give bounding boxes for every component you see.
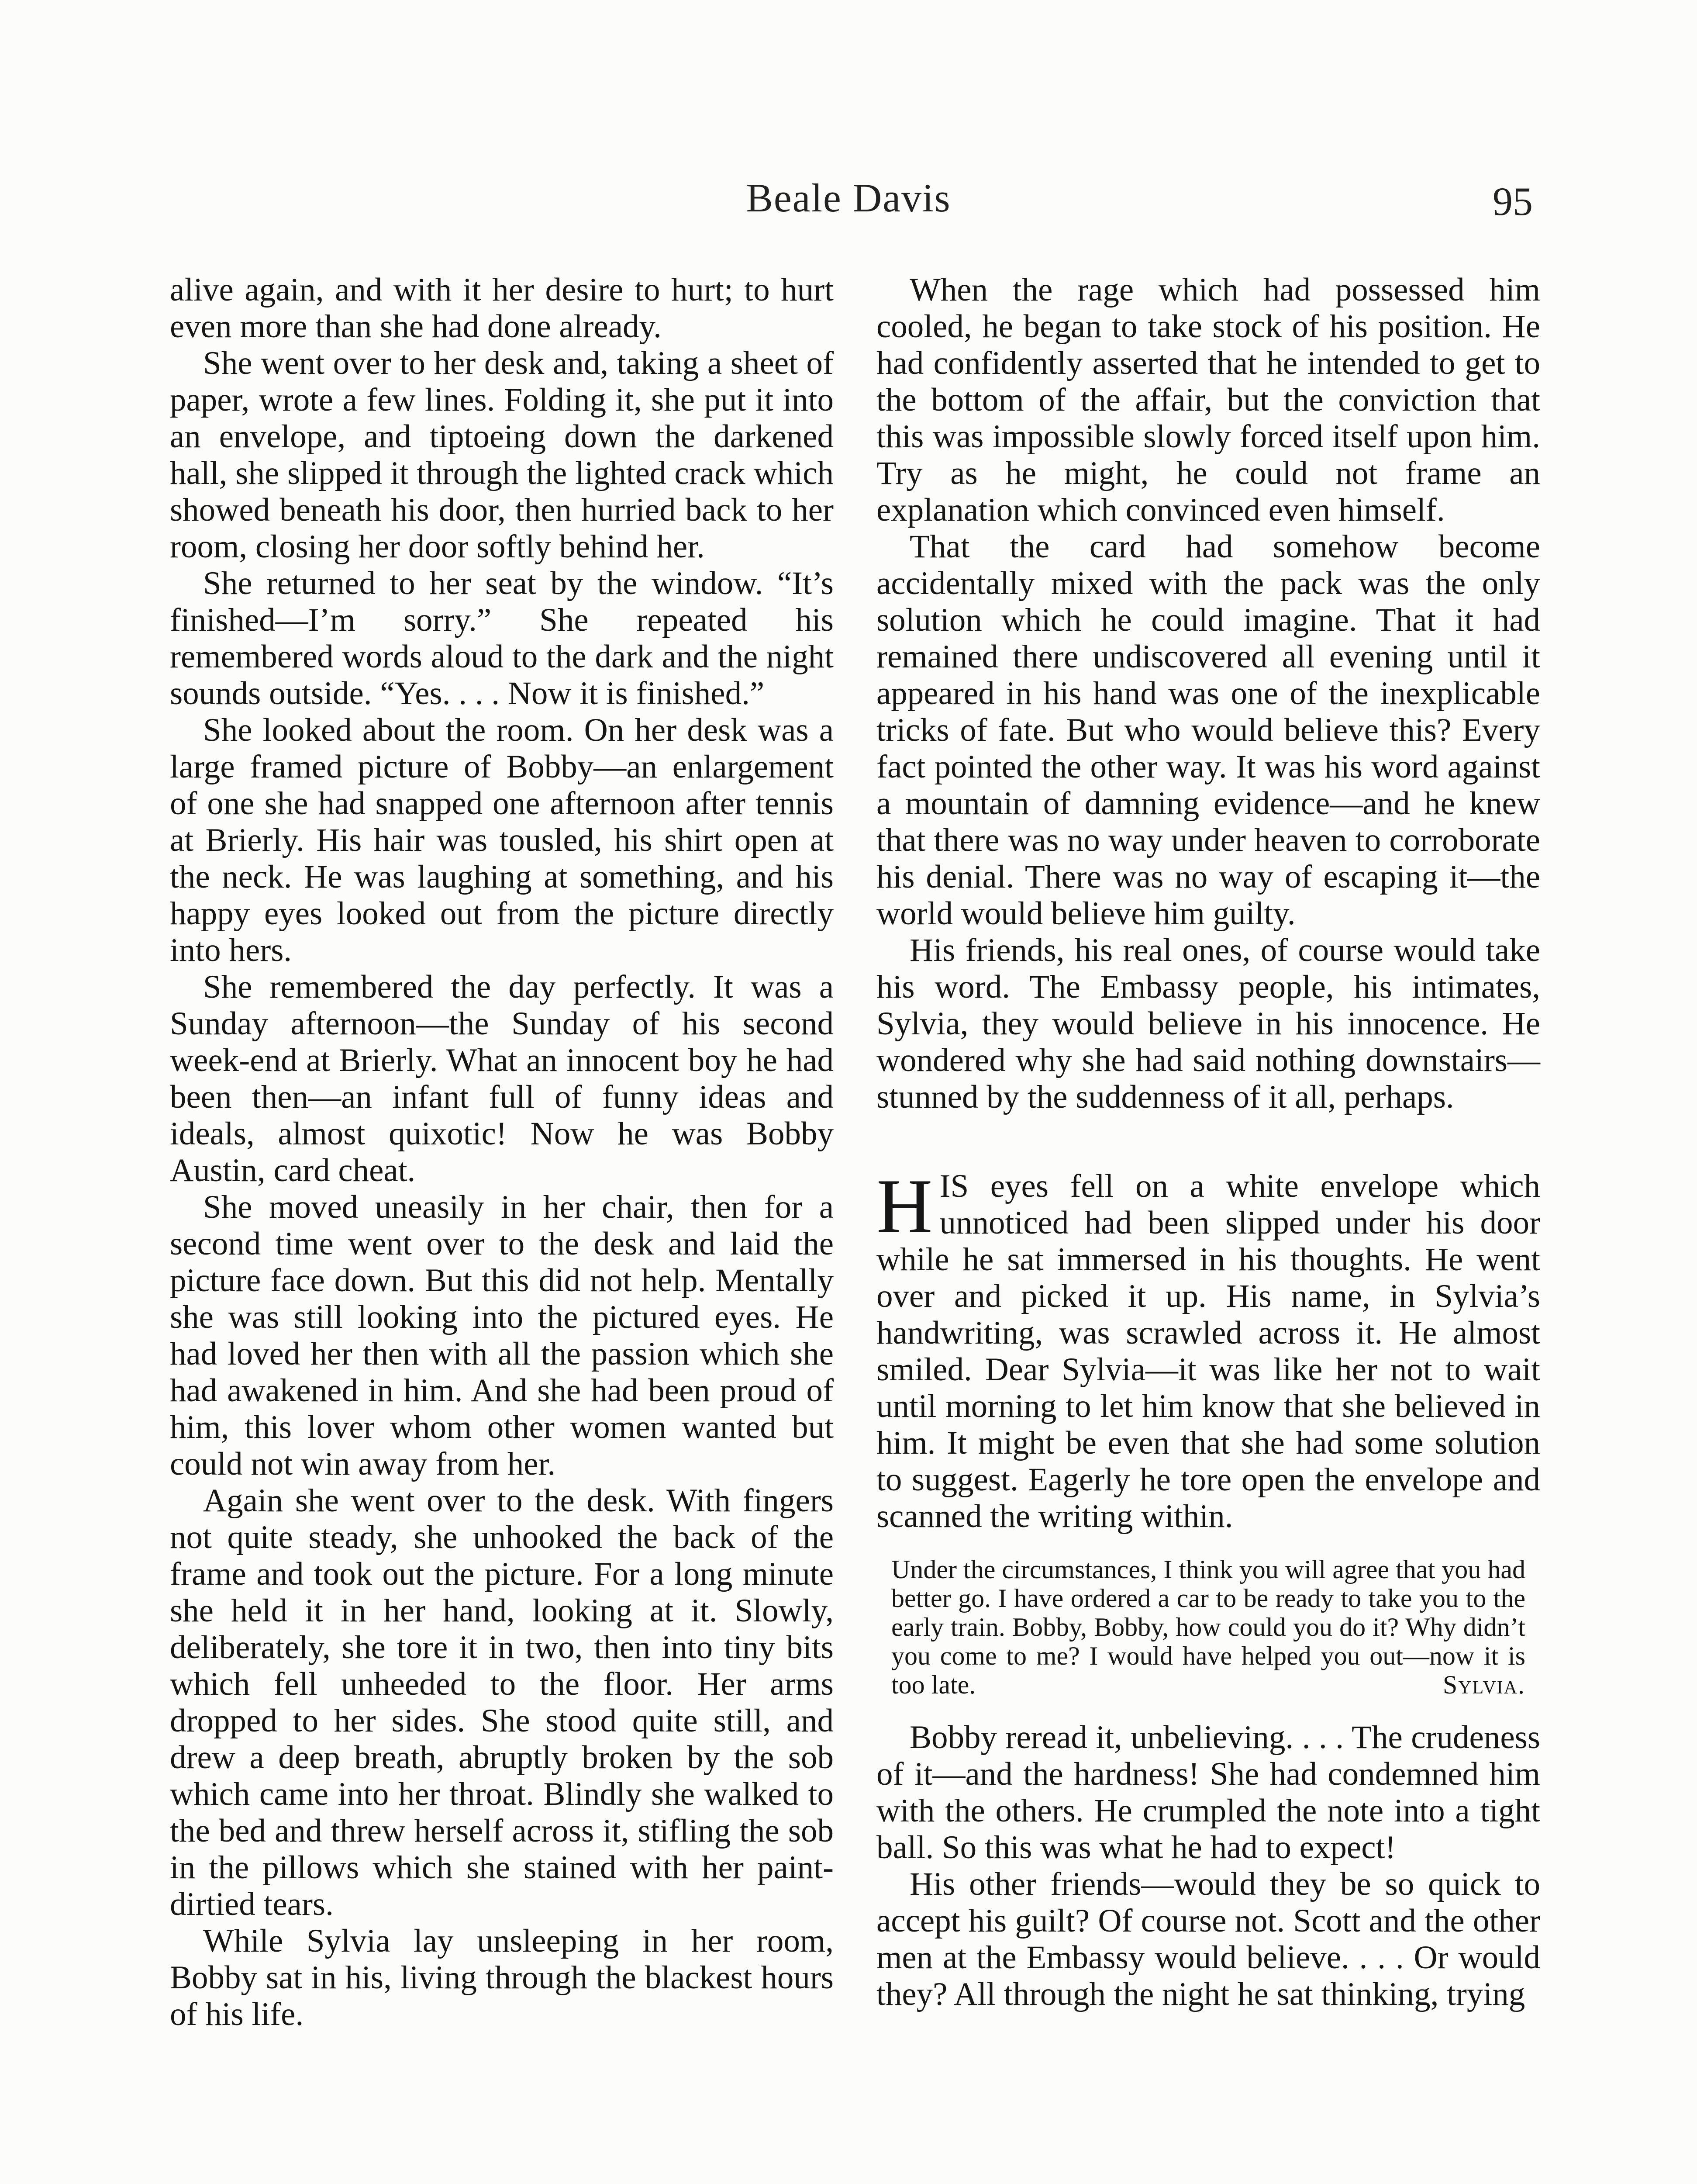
paragraph: She went over to her desk and, taking a sheet of paper, wrote a few lines. Folding it, she put it into an envelope, and tiptoeing down the darkened hall, she slipped it through the lighted crack which showed beneath his door, then hurried back to her room, closing her door softly behind her.: [170, 345, 834, 565]
dropcap-paragraph-text: IS eyes fell on a white envelope which unnoticed had been slipped under his door while he sat immersed in his thoughts. He went over and picked it up. His name, in Sylvia’s handwriting, was scrawled across it. He almost smiled. Dear Sylvia—it was like her not to wait until morning to let him know that she believed in him. It might be even that she had some solution to suggest. Eagerly he tore open the envelope and scanned the writing within.: [876, 1168, 1540, 1534]
paragraph: Again she went over to the desk. With fingers not quite steady, she unhooked the back of the frame and took out the picture. For a long minute she held it in her hand, looking at it. Slowly, deliberately, she tore it in two, then into tiny bits which fell unheeded to the floor. Her arms dropped to her sides. She stood quite still, and drew a deep breath, abruptly broken by the sob which came into her throat. Blindly she walked to the bed and threw herself across it, stifling the sob in the pillows which she stained with her paint-dirtied tears.: [170, 1482, 834, 1922]
note-signature: Sylvia.: [1442, 1670, 1525, 1699]
paragraph: alive again, and with it her desire to hurt; to hurt even more than she had done already.: [170, 272, 834, 345]
quoted-note: [876, 1555, 1540, 1699]
paragraph: While Sylvia lay unsleeping in her room, Bobby sat in his, living through the blackest hours of his life.: [170, 1923, 834, 2032]
running-title: Beale Davis: [746, 176, 951, 220]
paragraph: She returned to her seat by the window. “It’s finished—I’m sorry.” She repeated his remembered words aloud to the dark and the night sounds outside. “Yes. . . . Now it is finished.”: [170, 565, 834, 712]
note-text: Under the circumstances, I think you will agree that you had better go. I have ordered a car to be ready to take you to the early train. Bobby, Bobby, how could you do it? Why didn’t you come to me? I would have helped you out—now it is too late.: [891, 1555, 1525, 1699]
left-column: [170, 272, 834, 2033]
page-number: 95: [1493, 179, 1533, 224]
paragraph: She moved uneasily in her chair, then for a second time went over to the desk and laid the picture face down. But this did not help. Mentally she was still looking into the pictured eyes. He had loved her then with all the passion which she had awakened in him. And she had been proud of him, this lover whom other women wanted but could not win away from her.: [170, 1189, 834, 1482]
paragraph: Bobby reread it, unbelieving. . . . The crudeness of it—and the hardness! She had condemned him with the others. He crumpled the note into a tight ball. So this was what he had to expect!: [876, 1719, 1540, 1866]
section-break: [876, 1116, 1540, 1168]
paragraph: That the card had somehow become accidentally mixed with the pack was the only solution which he could imagine. That it had remained there undiscovered all evening until it appeared in his hand was one of the inexplicable tricks of fate. But who would believe this? Every fact pointed the other way. It was his word against a mountain of damning evidence—and he knew that there was no way under heaven to corroborate his denial. There was no way of escaping it—the world would believe him guilty.: [876, 529, 1540, 932]
paragraph: His other friends—would they be so quick to accept his guilt? Of course not. Scott and the other men at the Embassy would believe. . . . Or would they? All through the night he sat thinking, trying: [876, 1866, 1540, 2012]
paragraph: She looked about the room. On her desk was a large framed picture of Bobby—an enlargement of one she had snapped one afternoon after tennis at Brierly. His hair was tousled, his shirt open at the neck. He was laughing at something, and his happy eyes looked out from the picture directly into hers.: [170, 712, 834, 968]
paragraph: When the rage which had possessed him cooled, he began to take stock of his position. He had confidently asserted that he intended to get to the bottom of the affair, but the conviction that this was impossible slowly forced itself upon him. Try as he might, he could not frame an explanation which convinced even himself.: [876, 272, 1540, 528]
paragraph: She remembered the day perfectly. It was a Sunday afternoon—the Sunday of his second week-end at Brierly. What an innocent boy he had been then—an infant full of funny ideas and ideals, almost quixotic! Now he was Bobby Austin, card cheat.: [170, 969, 834, 1189]
dropcap-paragraph: [876, 1163, 1540, 1535]
drop-cap: H: [876, 1163, 933, 1249]
right-column: [876, 272, 1540, 2013]
paragraph: His friends, his real ones, of course would take his word. The Embassy people, his intimates, Sylvia, they would believe in his innocence. He wondered why she had said nothing downstairs—stunned by the suddenness of it all, perhaps.: [876, 932, 1540, 1115]
